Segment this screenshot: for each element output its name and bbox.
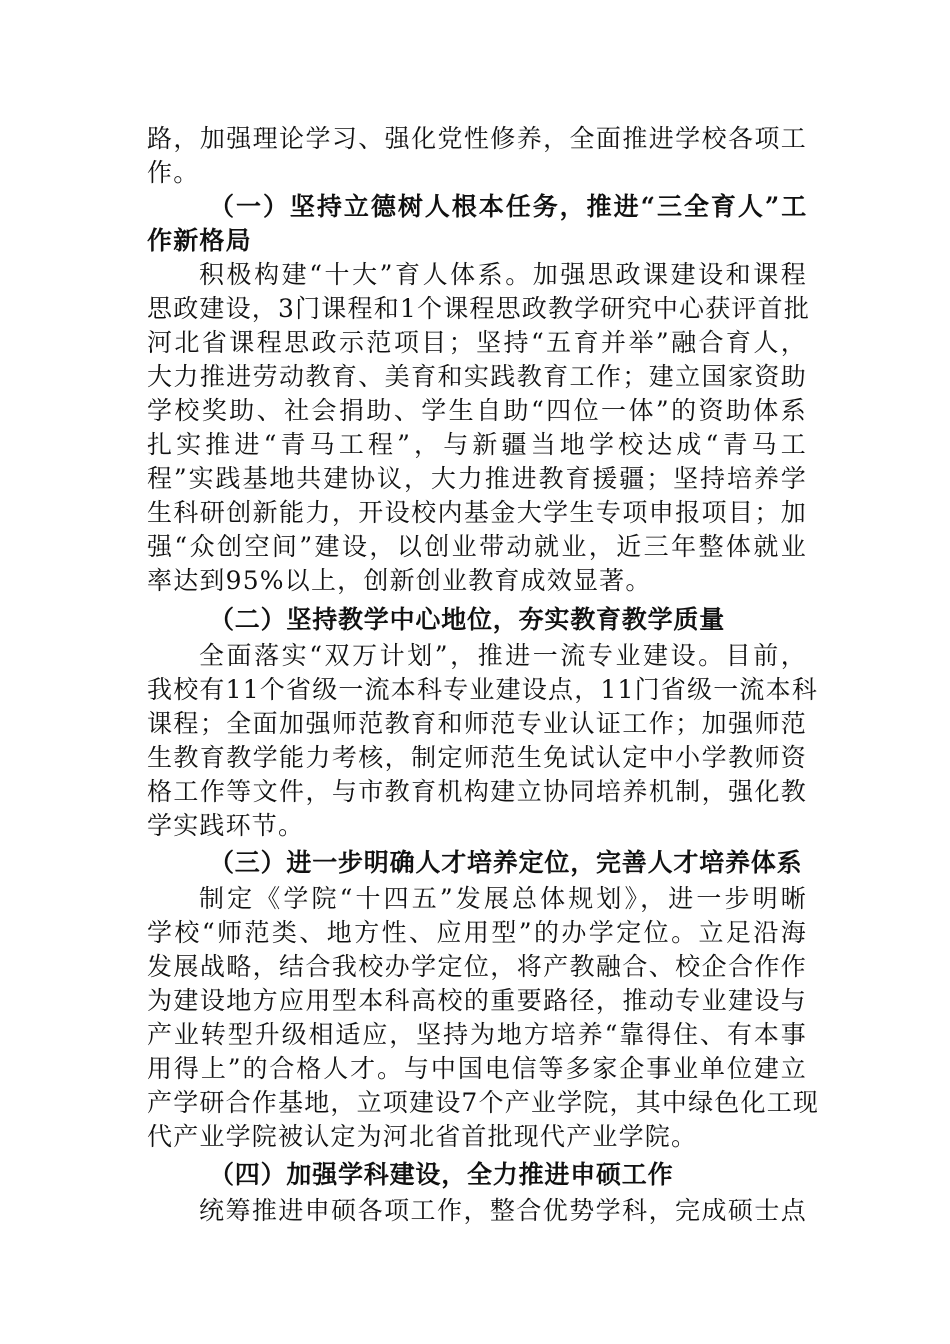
body-text-line: 生教育教学能力考核，制定师范生免试认定中小学教师资: [147, 743, 807, 772]
body-text-line: 用得上”的合格人才。与中国电信等多家企事业单位建立: [147, 1054, 807, 1083]
body-text-line: 大力推进劳动教育、美育和实践教育工作；建立国家资助: [147, 362, 807, 391]
body-text-line: 强“众创空间”建设，以创业带动就业，近三年整体就业: [147, 532, 807, 561]
body-text-line: 程”实践基地共建协议，大力推进教育援疆；坚持培养学: [147, 464, 807, 493]
body-text-line: 路，加强理论学习、强化党性修养，全面推进学校各项工: [147, 124, 807, 153]
section-heading-2: （二）坚持教学中心地位，夯实教育教学质量: [209, 605, 726, 634]
body-text-line: 课程；全面加强师范教育和师范专业认证工作；加强师范: [147, 709, 807, 738]
body-text-line: 学校“师范类、地方性、应用型”的办学定位。立足沿海: [147, 918, 807, 947]
paragraph-first-line: 积极构建“十大”育人体系。加强思政课建设和课程: [199, 260, 807, 289]
body-text-line: 代产业学院被认定为河北省首批现代产业学院。: [147, 1122, 698, 1151]
body-text-line: 思政建设，3门课程和1个课程思政教学研究中心获评首批: [147, 294, 811, 323]
section-heading-3: （三）进一步明确人才培养定位，完善人才培养体系: [209, 848, 803, 877]
body-text-line: 发展战略，结合我校办学定位，将产教融合、校企合作作: [147, 952, 807, 981]
body-text-line: 率达到95%以上，创新创业教育成效显著。: [147, 566, 652, 595]
body-text-line: 河北省课程思政示范项目；坚持“五育并举”融合育人，: [147, 328, 807, 357]
body-text-line: 为建设地方应用型本科高校的重要路径，推动专业建设与: [147, 986, 807, 1015]
paragraph-first-line: 全面落实“双万计划”，推进一流专业建设。目前，: [199, 641, 807, 670]
body-text-line: 扎实推进“青马工程”，与新疆当地学校达成“青马工: [147, 430, 807, 459]
body-text-line: 格工作等文件，与市教育机构建立协同培养机制，强化教: [147, 777, 807, 806]
section-heading-1-cont: 作新格局: [147, 226, 252, 255]
body-text-line: 我校有11个省级一流本科专业建设点，11门省级一流本科: [147, 675, 819, 704]
paragraph-first-line: 制定《学院“十四五”发展总体规划》，进一步明晰: [199, 884, 807, 913]
body-text-line: 学校奖助、社会捐助、学生自助“四位一体”的资助体系: [147, 396, 807, 425]
paragraph-first-line: 统筹推进申硕各项工作，整合优势学科，完成硕士点: [199, 1196, 807, 1225]
body-text-line: 作。: [147, 158, 200, 187]
body-text-line: 学实践环节。: [147, 811, 305, 840]
section-heading-4: （四）加强学科建设，全力推进申硕工作: [209, 1160, 674, 1189]
body-text-line: 生科研创新能力，开设校内基金大学生专项申报项目；加: [147, 498, 807, 527]
body-text-line: 产业转型升级相适应，坚持为地方培养“靠得住、有本事: [147, 1020, 807, 1049]
body-text-line: 产学研合作基地，立项建设7个产业学院，其中绿色化工现: [147, 1088, 820, 1117]
section-heading-1: （一）坚持立德树人根本任务，推进“三全育人”工: [209, 192, 807, 221]
